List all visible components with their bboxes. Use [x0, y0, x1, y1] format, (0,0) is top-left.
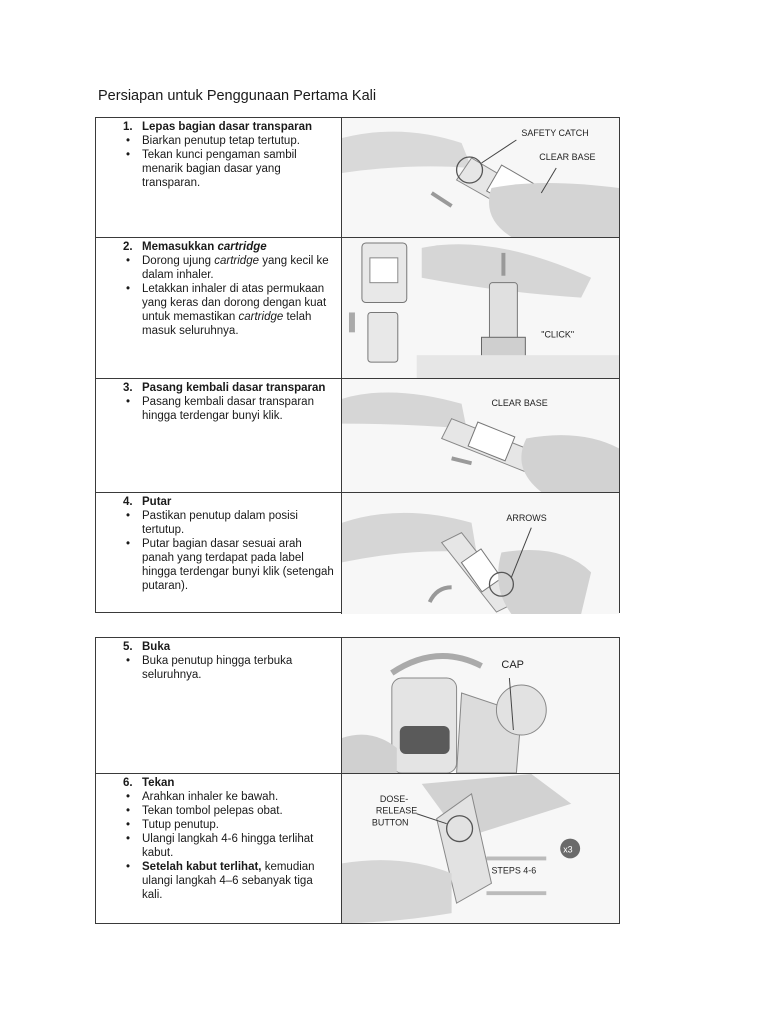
- step-6-text: [96, 774, 341, 902]
- step-bullet: • Tutup penutup.: [123, 818, 335, 832]
- label-release: RELEASE: [375, 805, 418, 816]
- step-bullet: • Dorong ujung cartridge yang kecil ke dalam inhaler.: [123, 254, 335, 282]
- step-number: 2.: [123, 241, 133, 253]
- step-bullet: • Ulangi langkah 4-6 hingga terlihat kabut.: [123, 832, 335, 860]
- steps-table-2: [95, 637, 620, 924]
- label-clear-base: CLEAR BASE: [539, 151, 596, 163]
- step-number: 3.: [123, 382, 133, 394]
- step-4: [96, 492, 619, 614]
- step-3-text: [96, 379, 341, 423]
- step-bullet: • Buka penutup hingga terbuka seluruhnya.: [123, 654, 335, 682]
- step-bullet: • Setelah kabut terlihat, kemudian ulangi langkah 4–6 sebanyak tiga kali.: [123, 860, 335, 902]
- step-bullet: • Putar bagian dasar sesuai arah panah yang terdapat pada label hingga terdengar bunyi klik (setengah putaran).: [123, 537, 335, 593]
- step-number: 5.: [123, 641, 133, 653]
- page-title: Persiapan untuk Penggunaan Pertama Kali: [98, 88, 377, 104]
- step-3-illustration: [341, 379, 619, 492]
- step-1: [96, 118, 619, 237]
- step-5: [96, 638, 619, 773]
- step-6: [96, 773, 619, 923]
- label-click: "CLICK": [541, 329, 575, 340]
- step-heading: Putar: [142, 496, 172, 508]
- step-bullet: • Pasang kembali dasar transparan hingga terdengar bunyi klik.: [123, 395, 335, 423]
- step-bullet: • Arahkan inhaler ke bawah.: [123, 790, 335, 804]
- label-steps-4-6: STEPS 4-6: [491, 865, 537, 876]
- label-button: BUTTON: [371, 817, 409, 828]
- label-safety-catch: SAFETY CATCH: [521, 127, 589, 139]
- step-1-text: [96, 118, 341, 190]
- label-arrows: ARROWS: [506, 512, 547, 523]
- step-1-illustration: [341, 118, 619, 237]
- step-heading: Memasukkan cartridge: [142, 241, 267, 253]
- step-bullet: • Tekan tombol pelepas obat.: [123, 804, 335, 818]
- label-clear-base: CLEAR BASE: [491, 397, 548, 408]
- label-x3: x3: [563, 844, 573, 855]
- step-heading: Pasang kembali dasar transparan: [142, 382, 326, 394]
- steps-table-1: [95, 117, 620, 613]
- step-bullet: • Pastikan penutup dalam posisi tertutup.: [123, 509, 335, 537]
- step-bullet: • Tekan kunci pengaman sambil menarik bagian dasar yang transparan.: [123, 148, 335, 190]
- step-number: 1.: [123, 121, 133, 133]
- step-4-illustration: [341, 493, 619, 614]
- step-number: 6.: [123, 777, 133, 789]
- label-cap: CAP: [501, 658, 524, 672]
- step-2-illustration: [341, 238, 619, 378]
- step-heading: Lepas bagian dasar transparan: [142, 121, 313, 133]
- step-bullet: • Letakkan inhaler di atas permukaan yang keras dan dorong dengan kuat untuk memastikan cartridge telah masuk seluruhnya.: [123, 282, 335, 338]
- step-number: 4.: [123, 496, 133, 508]
- step-5-illustration: [341, 638, 619, 773]
- step-heading: Buka: [142, 641, 171, 653]
- step-6-illustration: [341, 774, 619, 923]
- step-heading: Tekan: [142, 777, 175, 789]
- step-4-text: [96, 493, 341, 593]
- step-2-text: [96, 238, 341, 338]
- label-dose: DOSE-: [379, 793, 409, 804]
- step-5-text: [96, 638, 341, 682]
- step-bullet: • Biarkan penutup tetap tertutup.: [123, 134, 335, 148]
- step-2: [96, 237, 619, 378]
- step-3: [96, 378, 619, 492]
